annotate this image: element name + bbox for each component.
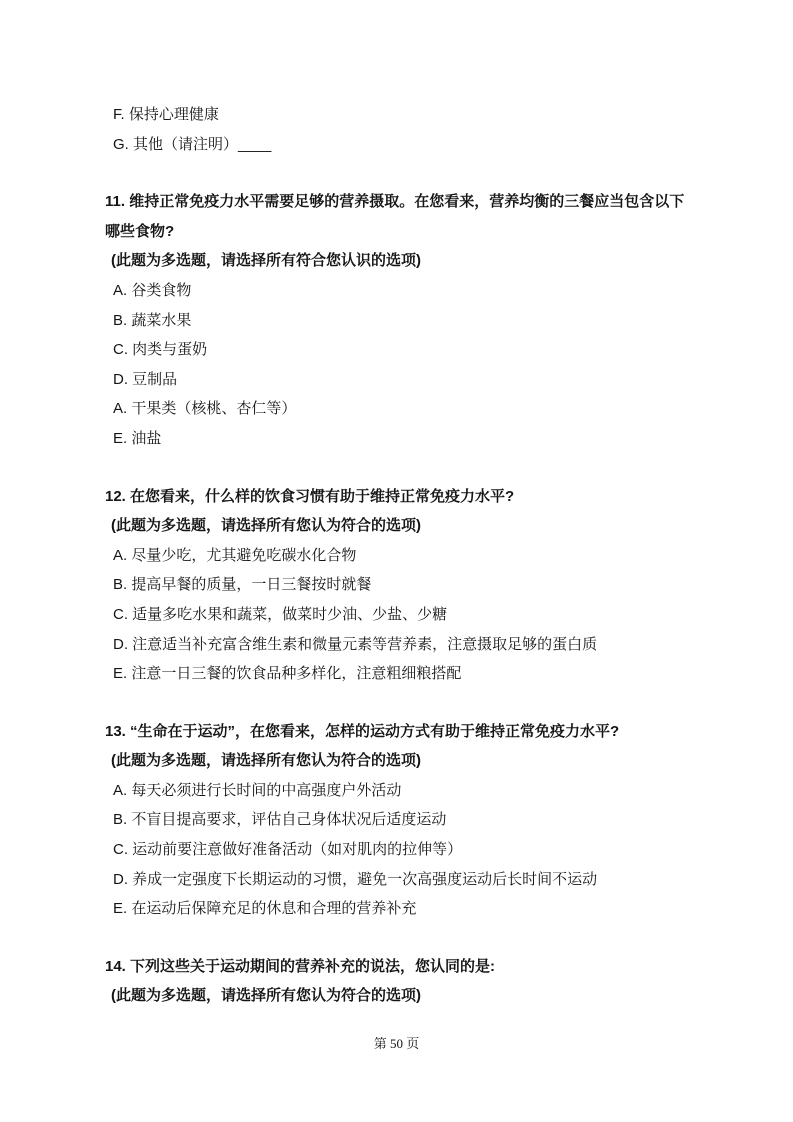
question-11-option-c: C. 肉类与蛋奶 [113, 341, 208, 359]
question-13-option-a: A. 每天必须进行长时间的中高强度户外活动 [113, 781, 402, 799]
question-13-option-b: B. 不盲目提高要求，评估自己身体状况后适度运动 [113, 811, 447, 829]
question-13-option-c: C. 运动前要注意做好准备活动（如对肌肉的拉伸等） [113, 841, 463, 859]
option-line-f: F. 保持心理健康 [113, 106, 219, 123]
question-12-note: (此题为多选题，请选择所有您认为符合的选项) [111, 517, 421, 535]
question-11-option-a2: A. 干果类（核桃、杏仁等） [113, 400, 297, 418]
question-13-option-e: E. 在运动后保障充足的休息和合理的营养补充 [113, 900, 417, 918]
question-11-title: 11. 维持正常免疫力水平需要足够的营养摄取。在您看来，营养均衡的三餐应当包含以下哪些食物? [105, 193, 685, 240]
question-11 [105, 187, 695, 453]
question-13-option-d: D. 养成一定强度下长期运动的习惯，避免一次高强度运动后长时间不运动 [113, 870, 598, 888]
question-14-title: 14. 下列这些关于运动期间的营养补充的说法，您认同的是: [105, 957, 496, 975]
question-12-title: 12. 在您看来，什么样的饮食习惯有助于维持正常免疫力水平? [105, 487, 515, 505]
question-11-option-e: E. 油盐 [113, 429, 162, 447]
page-content [105, 100, 695, 1011]
option-line-g-other-blank: G. 其他（请注明）____ [113, 135, 272, 153]
question-12 [105, 482, 695, 689]
question-12-option-b: B. 提高早餐的质量，一日三餐按时就餐 [113, 576, 372, 594]
question-14-note: (此题为多选题，请选择所有您认为符合的选项) [111, 987, 421, 1005]
question-13-title: 13. “生命在于运动”，在您看来，怎样的运动方式有助于维持正常免疫力水平? [105, 722, 620, 740]
question-11-option-d: D. 豆制品 [113, 370, 178, 388]
question-12-option-a: A. 尽量少吃，尤其避免吃碳水化合物 [113, 546, 357, 564]
question-12-option-c: C. 适量多吃水果和蔬菜，做菜时少油、少盐、少糖 [113, 605, 448, 623]
question-14 [105, 952, 695, 1011]
question-13 [105, 717, 695, 924]
question-11-option-b: B. 蔬菜水果 [113, 311, 192, 329]
question-12-option-e: E. 注意一日三餐的饮食品种多样化，注意粗细粮搭配 [113, 665, 462, 683]
question-12-option-d: D. 注意适当补充富含维生素和微量元素等营养素，注意摄取足够的蛋白质 [113, 635, 598, 653]
page-number-footer: 第 50 页 [373, 1036, 420, 1051]
question-11-option-a: A. 谷类食物 [113, 281, 192, 299]
question-13-note: (此题为多选题，请选择所有您认为符合的选项) [111, 752, 421, 770]
question-11-note: (此题为多选题，请选择所有符合您认识的选项) [111, 252, 421, 270]
